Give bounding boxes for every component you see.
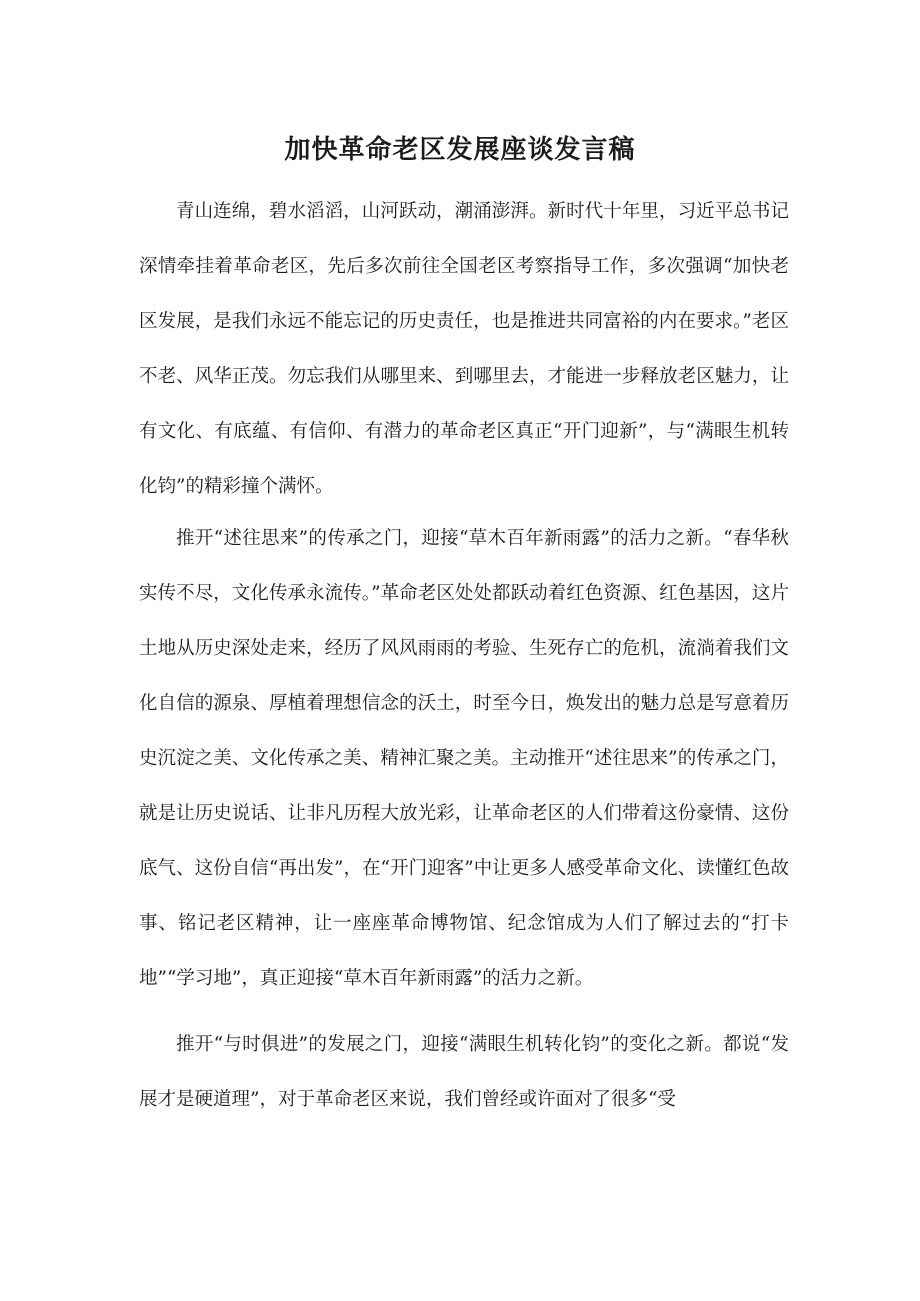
paragraph-3: 推开“与时俱进”的发展之门，迎接“满眼生机转化钧”的变化之新。都说“发展才是硬道理”，对于革命老区来说，我们曾经或许面对了很多“受 bbox=[139, 1034, 789, 1110]
paragraph-2: 推开“述往思来”的传承之门，迎接“草木百年新雨露”的活力之新。“春华秋实传不尽，文化传承永流传。”革命老区处处都跃动着红色资源、红色基因，这片土地从历史深处走来，经历了风风雨雨的考验、生死存亡的危机，流淌着我们文化自信的源泉、厚植着理想信念的沃土，时至今日，焕发出的魅力总是写意着历史沉淀之美、文化传承之美、精神汇聚之美。主动推开“述往思来”的传承之门，就是让历史说话、让非凡历程大放光彩，让革命老区的人们带着这份豪情、这份底气、这份自信“再出发”，在“开门迎客”中让更多人感受革命文化、读懂红色故事、铭记老区精神，让一座座革命博物馆、纪念馆成为人们了解过去的“打卡地”“学习地”，真正迎接“草木百年新雨露”的活力之新。 bbox=[139, 528, 789, 989]
paragraph-1: 青山连绵，碧水滔滔，山河跃动，潮涌澎湃。新时代十年里，习近平总书记深情牵挂着革命老区，先后多次前往全国老区考察指导工作，多次强调“加快老区发展，是我们永远不能忘记的历史责任，也是推进共同富裕的内在要求。”老区不老、风华正茂。勿忘我们从哪里来、到哪里去，才能进一步释放老区魅力，让有文化、有底蕴、有信仰、有潜力的革命老区真正“开门迎新”，与“满眼生机转化钧”的精彩撞个满怀。 bbox=[139, 201, 789, 497]
document-title: 加快革命老区发展座谈发言稿 bbox=[284, 135, 636, 165]
